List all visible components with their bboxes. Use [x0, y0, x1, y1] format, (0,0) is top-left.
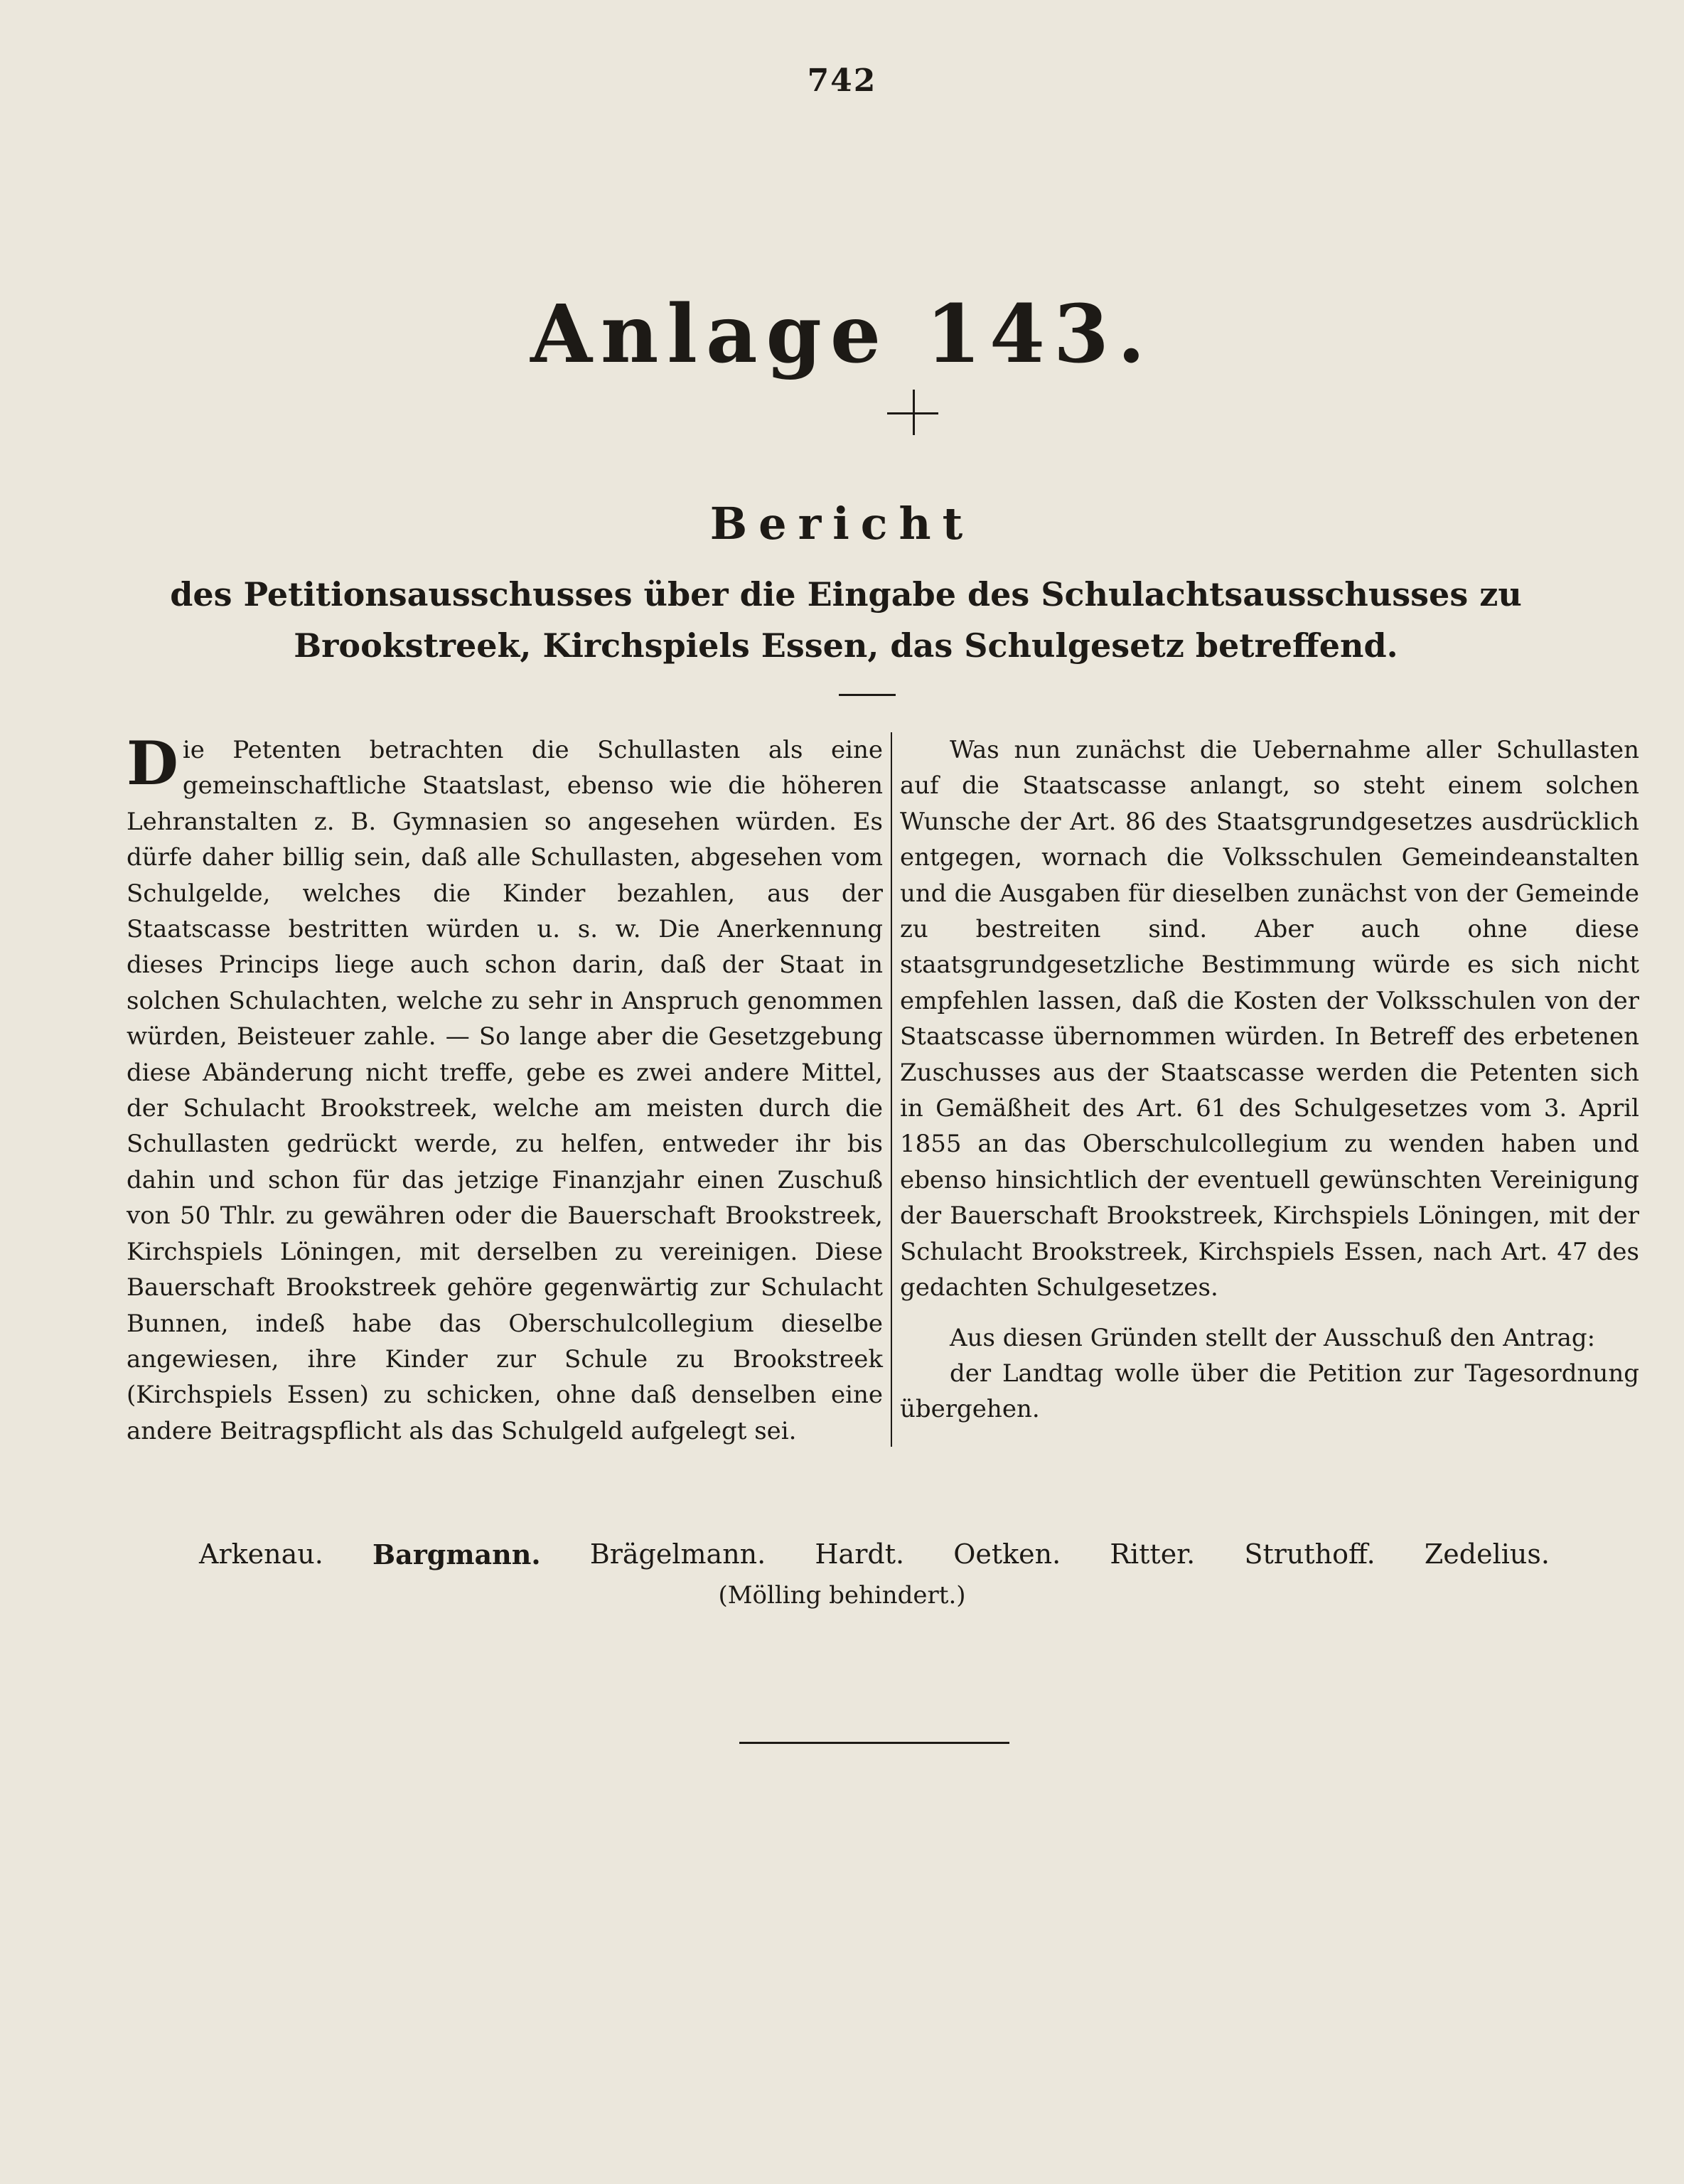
- left-paragraph-text: ie Petenten betrachten die Schullasten als eine gemeinschaftliche Staatslast, ebenso wie die höheren Lehranstalten z. B. Gymnasien so angesehen würden. Es dürfe daher billig sein, daß alle Schullasten, abgesehen vom Schulgelde, welches die Kinder bezahlen, aus der Staatscasse bestritten würden u. s. w. Die Anerkennung dieses Princips liege auch schon darin, daß der Staat in solchen Schulachten, welche zu sehr in Anspruch genommen würden, Beisteuer zahle. — So lange aber die Gesetzgebung diese Abänderung nicht treffe, gebe es zwei andere Mittel, der Schulacht Brookstreek, welche am meisten durch die Schullasten gedrückt werde, zu helfen, entweder ihr bis dahin und schon für das jetzige Finanzjahr einen Zuschuß von 50 Thlr. zu gewähren oder die Bauerschaft Brookstreek, Kirchspiels Löningen, mit derselben zu vereinigen. Diese Bauerschaft Brookstreek gehöre gegenwärtig zur Schulacht Bunnen, indeß habe das Oberschulcollegium dieselbe angewiesen, ihre Kinder zur Schule zu Brookstreek (Kirchspiels Essen) zu schicken, ohne daß denselben eine andere Beitragspflicht als das Schulgeld aufgelegt sei.: [127, 736, 883, 1445]
- signature: Hardt.: [815, 1538, 905, 1570]
- signature: Brägelmann.: [589, 1538, 766, 1570]
- left-column: [127, 728, 883, 1449]
- right-paragraph: Was nun zunächst die Uebernahme aller Schullasten auf die Staatscasse anlangt, so steht einem solchen Wunsche der Art. 86 des Staatsgrundgesetzes ausdrücklich entgegen, wornach die Volksschulen Gemeindeanstalten und die Ausgaben für dieselben zunächst von der Gemeinde zu bestreiten sind. Aber auch ohne diese staatsgrundgesetzliche Bestimmung würde es sich nicht empfehlen lassen, daß die Kosten der Volksschulen von der Staatscasse übernommen würden. In Betreff des erbetenen Zuschusses aus der Staatscasse werden die Petenten sich in Gemäßheit des Art. 61 des Schulgesetzes vom 3. April 1855 an das Oberschulcollegium zu wenden haben und ebenso hinsichtlich der eventuell gewünschten Vereinigung der Bauerschaft Brookstreek, Kirchspiels Löningen, mit der Schulacht Brookstreek, Kirchspiels Essen, nach Art. 47 des gedachten Schulgesetzes.: [900, 736, 1639, 1302]
- bottom-divider: [739, 1742, 1009, 1744]
- motion-text: der Landtag wolle über die Petition zur Tagesordnung übergehen.: [900, 1359, 1639, 1424]
- signature: Ritter.: [1110, 1538, 1196, 1570]
- heading-divider: [839, 694, 896, 696]
- column-divider: [891, 732, 892, 1447]
- signature: Oetken.: [953, 1538, 1061, 1570]
- appendix-title: Anlage 143.: [530, 288, 1154, 381]
- signature: Struthoff.: [1244, 1538, 1375, 1570]
- signature: Arkenau.: [199, 1538, 323, 1570]
- signatures: [199, 1538, 1550, 1570]
- signature: Zedelius.: [1424, 1538, 1550, 1570]
- left-paragraph: [127, 728, 883, 1449]
- report-subheading: des Petitionsausschusses über die Eingabe des Schulachtsausschusses zu Brookstreek, Kirchspiels Essen, das Schulgesetz betreffend.: [170, 575, 1522, 665]
- report-heading: Bericht: [709, 498, 975, 550]
- title-divider-vertical: [913, 390, 915, 435]
- page-number: 742: [807, 63, 877, 99]
- absent-note: (Mölling behindert.): [718, 1581, 966, 1610]
- drop-cap: D: [127, 728, 178, 798]
- right-column: [900, 732, 1639, 1428]
- signature: Bargmann.: [372, 1538, 541, 1570]
- motion-intro: Aus diesen Gründen stellt der Ausschuß den Antrag:: [950, 1323, 1596, 1352]
